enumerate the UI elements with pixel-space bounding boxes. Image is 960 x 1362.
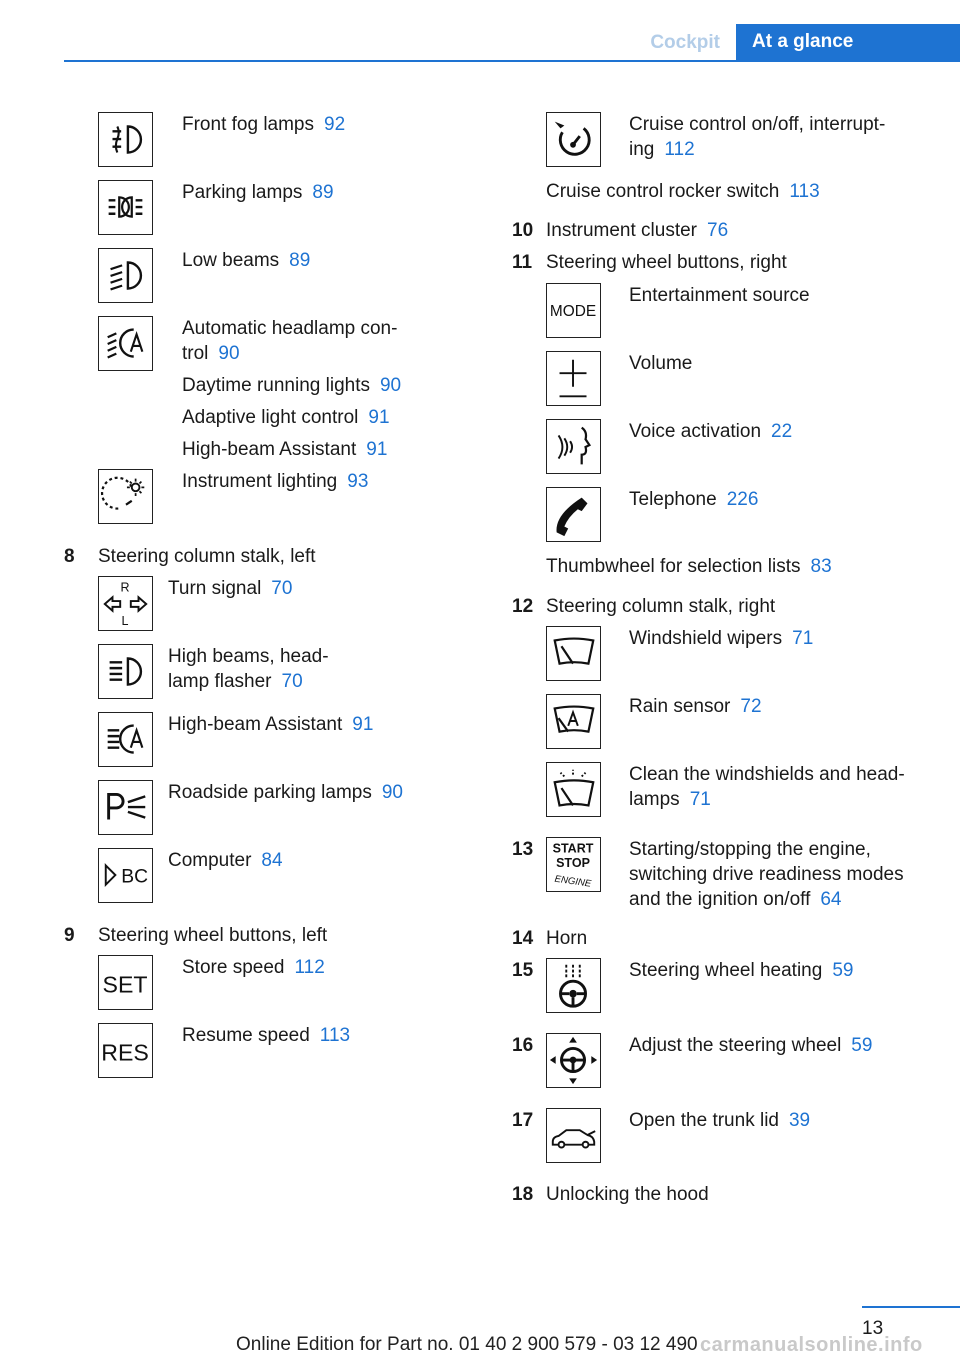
computer-bc-icon (98, 848, 153, 903)
turn-signal-icon (98, 576, 153, 631)
start-stop-label-3: and the ignition on/off 64 (629, 889, 842, 910)
resume-speed-label: Resume speed 113 (182, 1025, 351, 1046)
steering-wheel-heating-label: Steering wheel heating 59 (629, 960, 854, 981)
turn-signal-label: Turn signal 70 (168, 578, 293, 599)
mode-icon (546, 283, 601, 338)
section-14-number: 14 (512, 928, 534, 949)
start-stop-icon-stop: STOP (556, 855, 590, 870)
mode-icon-text: MODE (549, 302, 597, 320)
section-9-number: 9 (64, 925, 75, 946)
volume-label: Volume (629, 353, 693, 374)
high-beam-assistant-label-a: High-beam Assistant 91 (182, 439, 388, 460)
front-fog-lamps-icon (98, 112, 153, 167)
adjust-steering-wheel-label: Adjust the steering wheel 59 (629, 1035, 873, 1056)
daytime-running-lights-label: Daytime running lights 90 (182, 375, 402, 396)
adaptive-light-control-label: Adaptive light control 91 (182, 407, 390, 428)
low-beams-label: Low beams 89 (182, 250, 311, 271)
set-speed-icon (98, 955, 153, 1010)
section-13-number: 13 (512, 839, 534, 860)
rain-sensor-icon (546, 694, 601, 749)
start-stop-engine-icon (546, 837, 601, 892)
parking-lamps-icon (98, 180, 153, 235)
instrument-lighting-label: Instrument lighting 93 (182, 471, 369, 492)
trunk-lid-icon (546, 1108, 601, 1163)
open-trunk-label: Open the trunk lid 39 (629, 1110, 811, 1131)
computer-bc-icon-text: BC (121, 866, 149, 888)
section-10-number: 10 (512, 220, 534, 241)
store-speed-label: Store speed 112 (182, 957, 325, 978)
high-beam-assistant-icon (98, 712, 153, 767)
start-stop-label-2: switching drive readiness modes (629, 864, 904, 885)
high-beam-assistant-label-b: High-beam Assistant 91 (168, 714, 374, 735)
section-8-number: 8 (64, 546, 75, 567)
section-11-number: 11 (512, 252, 533, 273)
clean-windshields-label-2: lamps 71 (629, 789, 711, 810)
header-section-label: Cockpit (650, 32, 720, 53)
header-rule (64, 60, 960, 62)
windshield-wipers-icon (546, 626, 601, 681)
entertainment-source-label: Entertainment source (629, 285, 810, 306)
watermark: carmanualsonline.info (700, 1334, 923, 1356)
cruise-control-icon (546, 112, 601, 167)
svg-text:R: R (120, 580, 130, 595)
section-16-number: 16 (512, 1035, 534, 1056)
low-beams-icon (98, 248, 153, 303)
telephone-icon (546, 487, 601, 542)
section-15-number: 15 (512, 960, 534, 981)
voice-activation-icon (546, 419, 601, 474)
roadside-parking-icon (98, 780, 153, 835)
section-12-number: 12 (512, 596, 534, 617)
high-beams-icon (98, 644, 153, 699)
roadside-parking-label: Roadside parking lamps 90 (168, 782, 403, 803)
windshield-wipers-label: Windshield wipers 71 (629, 628, 814, 649)
rain-sensor-label: Rain sensor 72 (629, 696, 762, 717)
automatic-headlamp-icon (98, 316, 153, 371)
instrument-lighting-icon (98, 469, 153, 524)
thumbwheel-label: Thumbwheel for selection lists 83 (546, 556, 832, 577)
computer-label: Computer 84 (168, 850, 283, 871)
section-11-title: Steering wheel buttons, right (546, 252, 787, 273)
automatic-headlamp-label: Automatic headlamp con- (182, 318, 398, 339)
footer-rule (862, 1306, 960, 1308)
start-stop-label-1: Starting/stopping the engine, (629, 839, 871, 860)
adjust-steering-wheel-icon (546, 1033, 601, 1088)
header-tab-at-a-glance: At a glance (736, 24, 960, 62)
automatic-headlamp-label-2: trol 90 (182, 343, 240, 364)
steering-wheel-heating-icon (546, 958, 601, 1013)
unlocking-hood-label: Unlocking the hood (546, 1184, 709, 1205)
telephone-label: Telephone 226 (629, 489, 759, 510)
section-8-title: Steering column stalk, left (98, 546, 316, 567)
set-speed-icon-text: SET (102, 971, 148, 998)
front-fog-lamps-label: Front fog lamps 92 (182, 114, 346, 135)
high-beams-label: High beams, head- (168, 646, 329, 667)
edition-text: Online Edition for Part no. 01 40 2 900 579 - 03 12 490 (236, 1334, 698, 1355)
section-17-number: 17 (512, 1110, 534, 1131)
page-number: 13 (862, 1318, 884, 1339)
resume-speed-icon (98, 1023, 153, 1078)
instrument-cluster-label: Instrument cluster 76 (546, 220, 729, 241)
section-9-title: Steering wheel buttons, left (98, 925, 328, 946)
washer-icon (546, 762, 601, 817)
section-18-number: 18 (512, 1184, 534, 1205)
voice-activation-label: Voice activation 22 (629, 421, 793, 442)
cruise-control-label: Cruise control on/off, interrupt- (629, 114, 886, 135)
section-12-title: Steering column stalk, right (546, 596, 776, 617)
clean-windshields-label: Clean the windshields and head- (629, 764, 905, 785)
start-stop-icon-start: START (552, 841, 594, 856)
resume-speed-icon-text: RES (101, 1039, 149, 1066)
svg-text:L: L (121, 614, 129, 629)
cruise-rocker-label: Cruise control rocker switch 113 (546, 181, 820, 202)
volume-icon (546, 351, 601, 406)
cruise-control-label-2: ing 112 (629, 139, 695, 160)
parking-lamps-label: Parking lamps 89 (182, 182, 334, 203)
start-stop-icon-engine: ENGINE (553, 873, 592, 890)
high-beams-label-2: lamp flasher 70 (168, 671, 303, 692)
horn-label: Horn (546, 928, 588, 949)
